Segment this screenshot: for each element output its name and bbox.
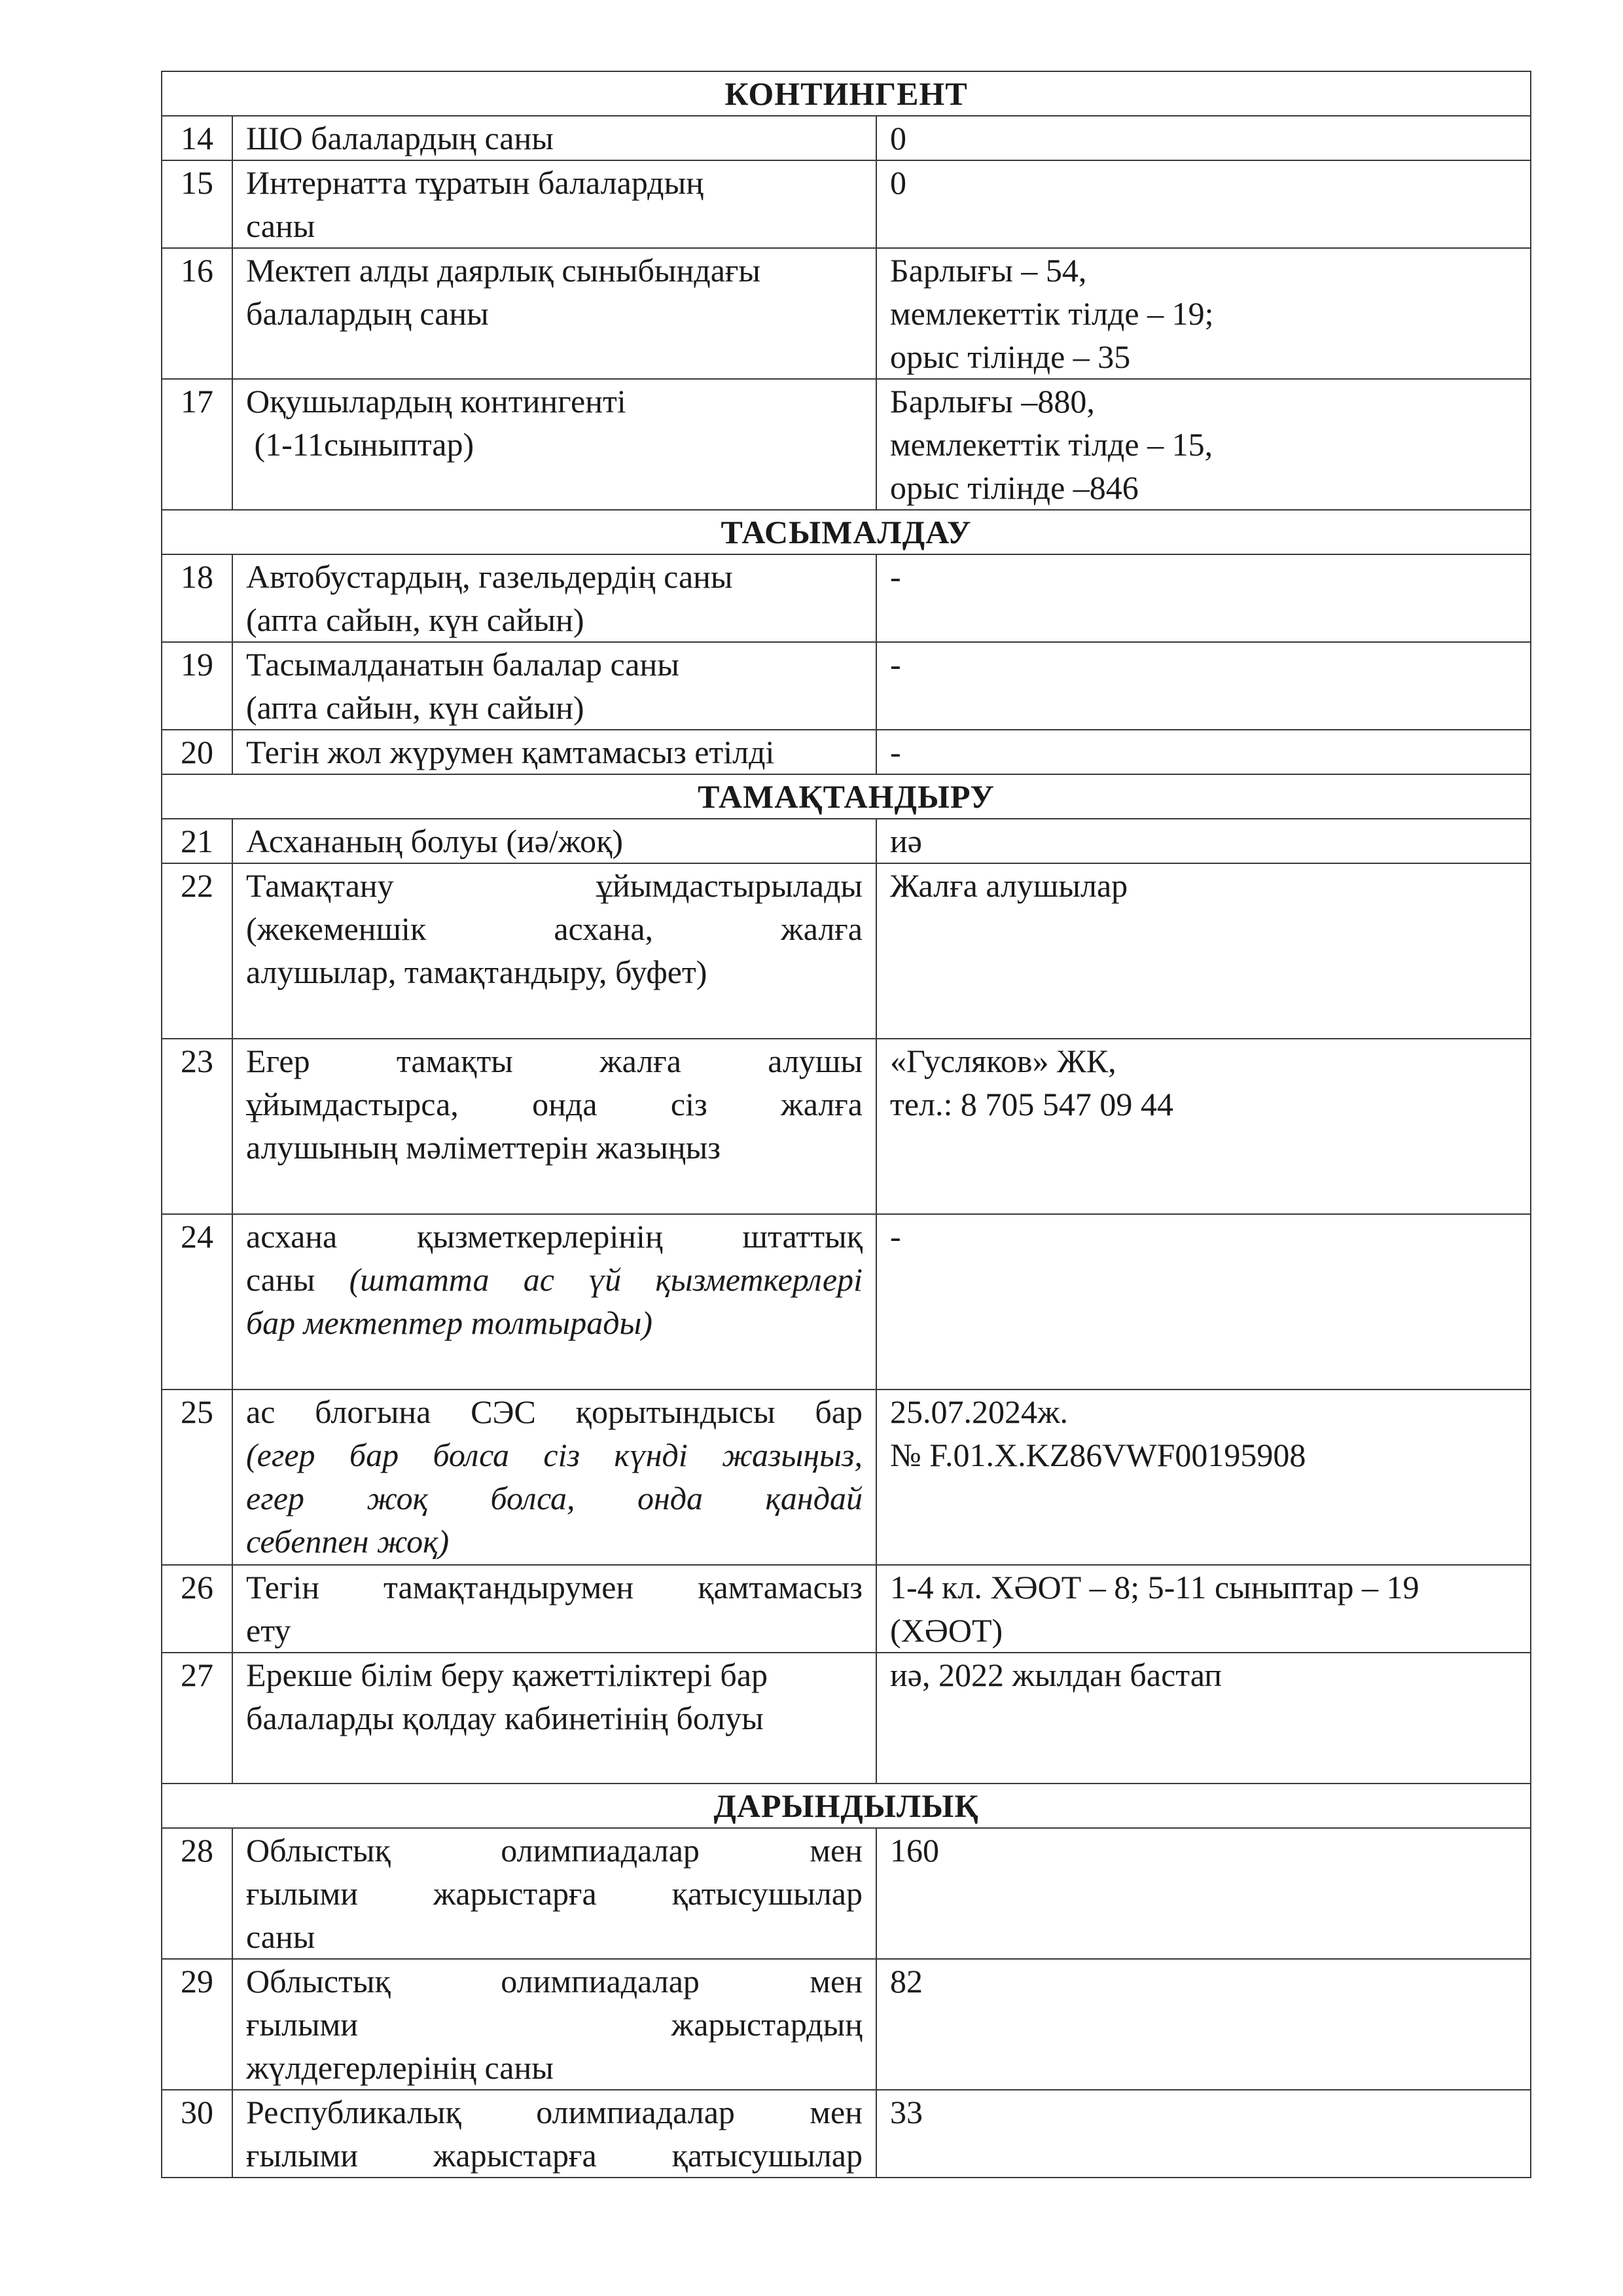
section-title: ТАМАҚТАНДЫРУ bbox=[162, 774, 1531, 819]
table-row bbox=[162, 1390, 1531, 1565]
label-line: Автобустардың, газельдердің саны bbox=[246, 558, 733, 595]
value-line: - bbox=[890, 734, 901, 770]
row-number: 14 bbox=[162, 116, 232, 160]
label-line: ғылыми жарыстарға қатысушылар bbox=[246, 1875, 863, 1912]
label-line: Асхананың болуы (иә/жоқ) bbox=[246, 823, 624, 859]
row-label bbox=[232, 1653, 876, 1784]
row-number: 24 bbox=[162, 1214, 232, 1390]
label-line: Егер тамақты жалға алушы bbox=[246, 1043, 863, 1079]
row-value bbox=[876, 863, 1531, 1039]
label-line bbox=[246, 1258, 863, 1301]
label-fragment: саны bbox=[246, 1261, 349, 1298]
value-line: «Гусляков» ЖК, bbox=[890, 1043, 1116, 1079]
table-row bbox=[162, 1959, 1531, 2090]
section-header-tasymaldau bbox=[162, 510, 1531, 554]
row-value bbox=[876, 248, 1531, 379]
row-value bbox=[876, 1214, 1531, 1390]
section-title: ТАСЫМАЛДАУ bbox=[162, 510, 1531, 554]
row-number: 28 bbox=[162, 1828, 232, 1959]
label-line: (апта сайын, күн сайын) bbox=[246, 689, 584, 726]
value-line: 0 bbox=[890, 164, 906, 201]
value-line: 160 bbox=[890, 1832, 939, 1869]
row-label bbox=[232, 819, 876, 863]
row-number: 29 bbox=[162, 1959, 232, 2090]
row-label bbox=[232, 379, 876, 510]
row-number: 25 bbox=[162, 1390, 232, 1565]
value-line: мемлекеттік тілде – 19; bbox=[890, 295, 1214, 332]
label-line: саны bbox=[246, 1918, 315, 1955]
label-line: Тегін жол жүрумен қамтамасыз етілді bbox=[246, 734, 775, 770]
label-line: жүлдегерлерінің саны bbox=[246, 2049, 554, 2086]
value-line: - bbox=[890, 1218, 901, 1255]
value-line: Барлығы – 54, bbox=[890, 252, 1087, 289]
table-row bbox=[162, 730, 1531, 774]
value-line: иә bbox=[890, 823, 922, 859]
label-line: себеппен жоқ) bbox=[246, 1523, 450, 1560]
label-line: Оқушылардың контингенті bbox=[246, 383, 626, 420]
row-label bbox=[232, 2090, 876, 2178]
table-row bbox=[162, 1565, 1531, 1653]
label-line: алушының мәліметтерін жазыңыз bbox=[246, 1129, 721, 1166]
label-line: (1-11сыныптар) bbox=[246, 426, 474, 463]
school-info-table bbox=[161, 71, 1531, 2178]
row-number: 23 bbox=[162, 1039, 232, 1214]
label-line: Интернатта тұратын балалардың bbox=[246, 164, 704, 201]
table-row bbox=[162, 642, 1531, 730]
row-number: 18 bbox=[162, 554, 232, 642]
value-line: 0 bbox=[890, 120, 906, 156]
label-line: (апта сайын, күн сайын) bbox=[246, 601, 584, 638]
row-value bbox=[876, 1565, 1531, 1653]
label-line: Мектеп алды даярлық сыныбындағы bbox=[246, 252, 761, 289]
table-row bbox=[162, 863, 1531, 1039]
row-value bbox=[876, 1959, 1531, 2090]
label-line: ас блогына СЭС қорытындысы бар bbox=[246, 1393, 863, 1430]
row-label bbox=[232, 1959, 876, 2090]
row-label bbox=[232, 1214, 876, 1390]
row-label bbox=[232, 1565, 876, 1653]
section-header-daryndylyk bbox=[162, 1784, 1531, 1828]
row-value bbox=[876, 160, 1531, 248]
label-line: ғылыми жарыстардың bbox=[246, 2006, 863, 2043]
label-line: балалардың саны bbox=[246, 295, 489, 332]
table-row bbox=[162, 160, 1531, 248]
row-number: 19 bbox=[162, 642, 232, 730]
row-label bbox=[232, 1039, 876, 1214]
row-value bbox=[876, 116, 1531, 160]
label-line: балаларды қолдау кабинетінің болуы bbox=[246, 1700, 764, 1736]
label-line: Облыстық олимпиадалар мен bbox=[246, 1832, 863, 1869]
row-value bbox=[876, 730, 1531, 774]
value-line: 25.07.2024ж. bbox=[890, 1393, 1069, 1430]
value-line: орыс тілінде – 35 bbox=[890, 338, 1131, 375]
row-label bbox=[232, 1390, 876, 1565]
row-number: 15 bbox=[162, 160, 232, 248]
section-header-kontingent bbox=[162, 71, 1531, 116]
value-line: - bbox=[890, 558, 901, 595]
label-line: Тегін тамақтандырумен қамтамасыз bbox=[246, 1569, 863, 1605]
table-row bbox=[162, 116, 1531, 160]
label-line: Ерекше білім беру қажеттіліктері бар bbox=[246, 1657, 768, 1693]
value-line: (ХӘОТ) bbox=[890, 1612, 1003, 1649]
table-row bbox=[162, 1828, 1531, 1959]
row-label bbox=[232, 160, 876, 248]
label-line: ШО балалардың саны bbox=[246, 120, 554, 156]
table-row bbox=[162, 1653, 1531, 1784]
value-line: Барлығы –880, bbox=[890, 383, 1095, 420]
label-line: ұйымдастырса, онда сіз жалға bbox=[246, 1086, 863, 1122]
row-label bbox=[232, 642, 876, 730]
value-line: Жалға алушылар bbox=[890, 867, 1128, 904]
table-row bbox=[162, 554, 1531, 642]
table-row bbox=[162, 819, 1531, 863]
value-line: орыс тілінде –846 bbox=[890, 469, 1139, 506]
value-line: 82 bbox=[890, 1963, 923, 2000]
table-row bbox=[162, 379, 1531, 510]
value-line: тел.: 8 705 547 09 44 bbox=[890, 1086, 1173, 1122]
row-label bbox=[232, 863, 876, 1039]
value-line: иә, 2022 жылдан бастап bbox=[890, 1657, 1222, 1693]
row-value bbox=[876, 1039, 1531, 1214]
label-line: асхана қызметкерлерінің штаттық bbox=[246, 1218, 863, 1255]
label-line: (егер бар болса сіз күнді жазыңыз, bbox=[246, 1437, 863, 1473]
label-line: алушылар, тамақтандыру, буфет) bbox=[246, 954, 707, 990]
row-label bbox=[232, 248, 876, 379]
section-title: КОНТИНГЕНТ bbox=[162, 71, 1531, 116]
row-number: 27 bbox=[162, 1653, 232, 1784]
value-line: 1-4 кл. ХӘОТ – 8; 5-11 сыныптар – 19 bbox=[890, 1569, 1419, 1605]
value-line: мемлекеттік тілде – 15, bbox=[890, 426, 1213, 463]
label-line: ғылыми жарыстарға қатысушылар bbox=[246, 2137, 863, 2174]
row-label bbox=[232, 116, 876, 160]
row-value bbox=[876, 2090, 1531, 2178]
label-line: Облыстық олимпиадалар мен bbox=[246, 1963, 863, 2000]
value-line: - bbox=[890, 646, 901, 683]
row-number: 21 bbox=[162, 819, 232, 863]
table-row bbox=[162, 248, 1531, 379]
row-value bbox=[876, 379, 1531, 510]
row-value bbox=[876, 1828, 1531, 1959]
label-line: бар мектептер толтырады) bbox=[246, 1304, 653, 1341]
row-number: 22 bbox=[162, 863, 232, 1039]
row-value bbox=[876, 554, 1531, 642]
row-value bbox=[876, 819, 1531, 863]
row-value bbox=[876, 1653, 1531, 1784]
label-line: Тамақтану ұйымдастырылады bbox=[246, 867, 863, 904]
label-line: егер жоқ болса, онда қандай bbox=[246, 1480, 863, 1516]
table-row bbox=[162, 2090, 1531, 2178]
row-number: 17 bbox=[162, 379, 232, 510]
label-line: Тасымалданатын балалар саны bbox=[246, 646, 679, 683]
table-row bbox=[162, 1214, 1531, 1390]
value-line: 33 bbox=[890, 2094, 923, 2130]
row-value bbox=[876, 642, 1531, 730]
label-line: саны bbox=[246, 207, 315, 244]
label-line: ету bbox=[246, 1612, 291, 1649]
row-number: 16 bbox=[162, 248, 232, 379]
row-label bbox=[232, 1828, 876, 1959]
row-value bbox=[876, 1390, 1531, 1565]
section-title: ДАРЫНДЫЛЫҚ bbox=[162, 1784, 1531, 1828]
label-line: (жекеменшік асхана, жалға bbox=[246, 910, 863, 947]
label-fragment-italic: (штатта ас үй қызметкерлері bbox=[349, 1261, 863, 1298]
row-number: 26 bbox=[162, 1565, 232, 1653]
value-line: № F.01.X.KZ86VWF00195908 bbox=[890, 1437, 1306, 1473]
row-number: 30 bbox=[162, 2090, 232, 2178]
label-line: Республикалық олимпиадалар мен bbox=[246, 2094, 863, 2130]
row-label bbox=[232, 554, 876, 642]
row-label bbox=[232, 730, 876, 774]
section-header-tamaktandyru bbox=[162, 774, 1531, 819]
row-number: 20 bbox=[162, 730, 232, 774]
table-row bbox=[162, 1039, 1531, 1214]
